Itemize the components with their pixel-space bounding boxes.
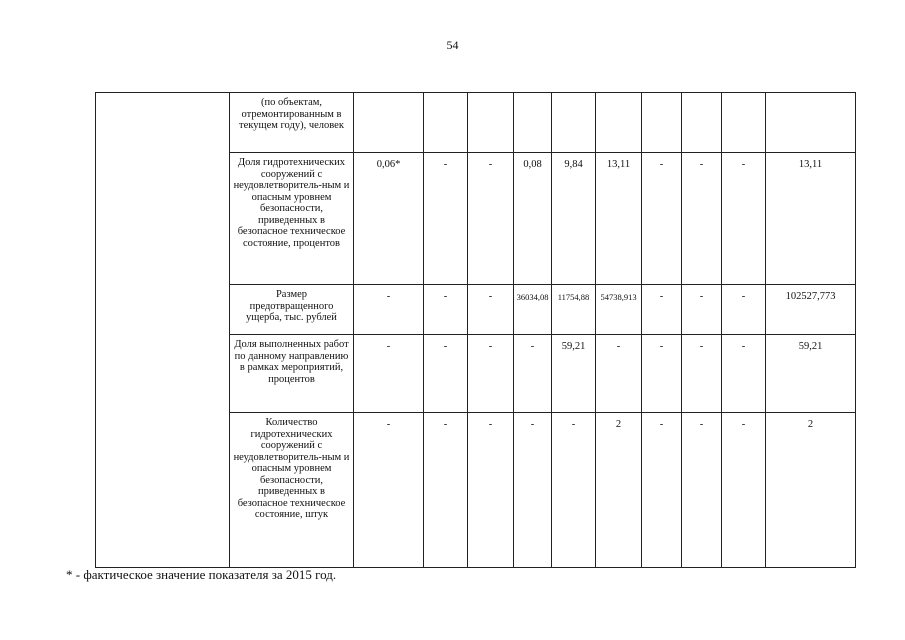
value-cell (682, 93, 722, 153)
table-row (96, 153, 856, 285)
page-number: 54 (446, 38, 459, 52)
value-cell (642, 93, 682, 153)
value-cell: - (354, 285, 424, 335)
value-cell: - (722, 153, 766, 285)
value-cell: - (682, 335, 722, 413)
value-cell (596, 93, 642, 153)
empty-leading-cell (96, 153, 230, 285)
indicator-table (95, 92, 856, 568)
value-cell: 13,11 (766, 153, 856, 285)
value-cell: 36034,08 (514, 285, 552, 335)
value-cell: - (682, 285, 722, 335)
value-cell: - (514, 413, 552, 568)
value-cell: 59,21 (766, 335, 856, 413)
indicator-description: Доля выполненных работ по данному направлению в рамках мероприятий, процентов (230, 335, 354, 413)
empty-leading-cell (96, 93, 230, 153)
value-cell: 59,21 (552, 335, 596, 413)
table-row (96, 413, 856, 568)
value-cell (514, 93, 552, 153)
value-cell: - (354, 413, 424, 568)
value-cell: - (468, 335, 514, 413)
value-cell: 0,08 (514, 153, 552, 285)
value-cell: - (722, 335, 766, 413)
value-cell: - (514, 335, 552, 413)
table-row (96, 285, 856, 335)
indicator-description: Количество гидротехнических сооружений с неудовлетворитель-ным и опасным уровнем безопасности, приведенных в безопасное техническое состояние, штук (230, 413, 354, 568)
value-cell (354, 93, 424, 153)
value-cell: - (468, 153, 514, 285)
value-cell: - (682, 413, 722, 568)
value-cell: 2 (596, 413, 642, 568)
value-cell: 0,06* (354, 153, 424, 285)
value-cell: 102527,773 (766, 285, 856, 335)
value-cell (468, 93, 514, 153)
value-cell: - (682, 153, 722, 285)
indicator-description: Доля гидротехнических сооружений с неудовлетворитель-ным и опасным уровнем безопасности, приведенных в безопасное техническое состояние, процентов (230, 153, 354, 285)
indicator-description: Размер предотвращенного ущерба, тыс. рублей (230, 285, 354, 335)
value-cell (424, 93, 468, 153)
value-cell: - (642, 285, 682, 335)
value-cell (722, 93, 766, 153)
table-row (96, 93, 856, 153)
empty-leading-cell (96, 285, 230, 335)
value-cell: - (424, 153, 468, 285)
value-cell: - (642, 153, 682, 285)
value-cell: - (468, 285, 514, 335)
value-cell: - (642, 413, 682, 568)
value-cell: 13,11 (596, 153, 642, 285)
value-cell: 9,84 (552, 153, 596, 285)
table-row (96, 335, 856, 413)
value-cell: 11754,88 (552, 285, 596, 335)
empty-leading-cell (96, 335, 230, 413)
value-cell: 2 (766, 413, 856, 568)
value-cell: - (642, 335, 682, 413)
empty-leading-cell (96, 413, 230, 568)
value-cell: - (424, 335, 468, 413)
value-cell: 54738,913 (596, 285, 642, 335)
value-cell: - (424, 413, 468, 568)
value-cell: - (596, 335, 642, 413)
value-cell: - (468, 413, 514, 568)
value-cell (766, 93, 856, 153)
value-cell: - (354, 335, 424, 413)
value-cell: - (552, 413, 596, 568)
footnote: * - фактическое значение показателя за 2015 год. (66, 567, 337, 582)
value-cell: - (424, 285, 468, 335)
value-cell: - (722, 413, 766, 568)
value-cell (552, 93, 596, 153)
indicator-description: (по объектам, отремонтированным в текущем году), человек (230, 93, 354, 153)
value-cell: - (722, 285, 766, 335)
